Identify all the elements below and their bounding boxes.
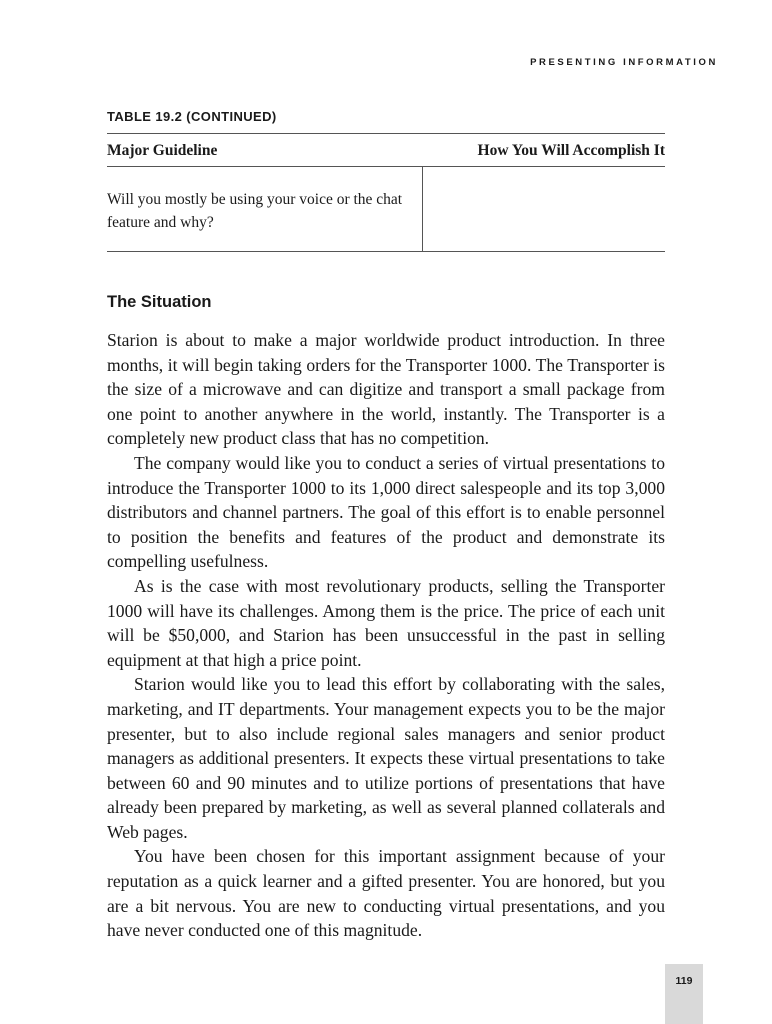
guideline-table	[107, 133, 665, 252]
header-major-guideline: Major Guideline	[107, 134, 423, 167]
paragraph: Starion is about to make a major worldwide product introduction. In three months, it will begin taking orders for the Transporter 1000. The Transporter is the size of a microwave and can digitize and transport a small package from one point to another anywhere in the world, instantly. The Transporter is a completely new product class that has no competition.	[107, 330, 665, 449]
table-row	[107, 167, 665, 252]
table-label: TABLE 19.2 (CONTINUED)	[107, 109, 277, 124]
body-text	[107, 328, 665, 943]
paragraph: As is the case with most revolutionary products, selling the Transporter 1000 will have its challenges. Among them is the price. The price of each unit will be $50,000, and Starion has been unsuccessful in the past in selling equipment at that high a price point.	[107, 575, 665, 670]
section-heading: The Situation	[107, 293, 212, 311]
paragraph: You have been chosen for this important assignment because of your reputation as a quick learner and a gifted presenter. You are honored, but you are a bit nervous. You are new to conducting virtual presentations, and you have never conducted one of this magnitude.	[107, 846, 665, 941]
accomplish-cell	[423, 167, 665, 252]
paragraph: The company would like you to conduct a series of virtual presentations to introduce the Transporter 1000 to its 1,000 direct salespeople and its top 3,000 distributors and channel partners. The goal of this effort is to enable personnel to position the benefits and features of the product and demonstrate its compelling usefulness.	[107, 452, 665, 572]
page-number-tab	[665, 964, 703, 1024]
guideline-cell: Will you mostly be using your voice or the chat feature and why?	[107, 167, 423, 252]
header-how-you-will-accomplish-it: How You Will Accomplish It	[423, 134, 665, 167]
page-number: 119	[675, 975, 693, 987]
running-head: PRESENTING INFORMATION	[530, 57, 718, 68]
paragraph: Starion would like you to lead this effort by collaborating with the sales, marketing, and IT departments. Your management expects you to be the major presenter, but to also include regional sales managers and senior product managers as additional presenters. It expects these virtual presentations to take between 60 and 90 minutes and to utilize portions of presentations that have already been prepared by marketing, as well as several planned collaterals and Web pages.	[107, 674, 665, 842]
table-header-row	[107, 134, 665, 167]
